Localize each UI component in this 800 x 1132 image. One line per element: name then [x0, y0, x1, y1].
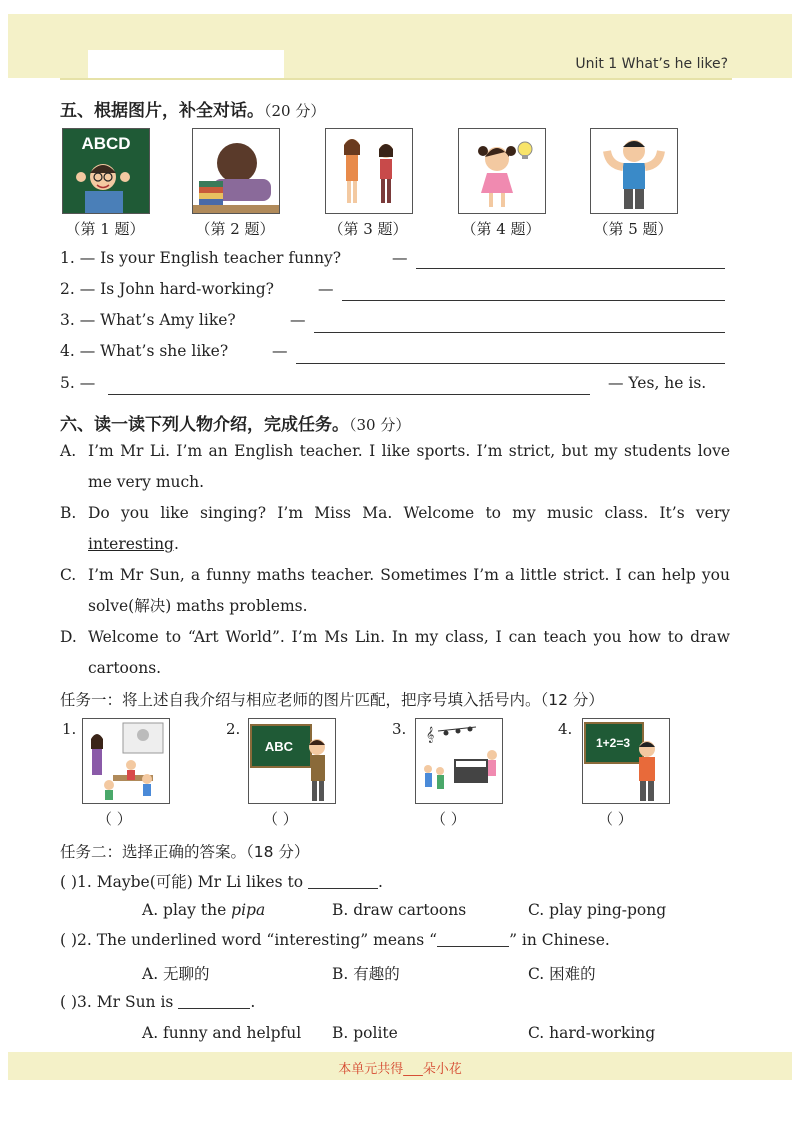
- task2-q2-paren[interactable]: ( )2.: [60, 931, 92, 949]
- header-divider: [60, 78, 732, 80]
- task1-title: 任务一：将上述自我介绍与相应老师的图片匹配，把序号填入括号内。（12 分）: [60, 691, 604, 709]
- task2-q3-text: Mr Sun is: [96, 993, 174, 1011]
- passage-d-text: Welcome to “Art World”. I’m Ms Lin. In my class, I can teach you how to draw cartoons.: [88, 628, 730, 677]
- q2-caption: （第 2 题）: [195, 220, 275, 238]
- s5-answer-dash-3: —: [290, 311, 306, 329]
- passage-c-label: C.: [60, 566, 77, 584]
- task2-question-2: [60, 931, 610, 949]
- task2-q2-option-b[interactable]: B. 有趣的: [332, 965, 400, 983]
- passage-b-text-before: Do you like singing? I’m Miss Ma. Welcome to my music class. It’s very: [88, 504, 730, 522]
- task1-num-1: 1.: [62, 720, 77, 738]
- s5-answer-blank-4[interactable]: [296, 363, 725, 364]
- section5-title-text: 五、根据图片，补全对话。: [60, 101, 264, 121]
- task2-q1-option-a[interactable]: [142, 901, 265, 919]
- header-tab: [88, 50, 284, 78]
- task2-q1-option-a-text: A. play the: [142, 901, 232, 919]
- q3-caption: （第 3 题）: [328, 220, 408, 238]
- s5-question-blank-5[interactable]: [108, 394, 590, 395]
- section5-title: [60, 96, 325, 121]
- s5-answer-blank-1[interactable]: [416, 268, 725, 269]
- english-class-illustration: [249, 719, 335, 803]
- task2-q2-blank[interactable]: [437, 946, 509, 947]
- task1-picture-4: [582, 718, 670, 804]
- strong-man-illustration: [591, 129, 677, 213]
- passage-b-text: [88, 498, 730, 560]
- passage-a-text: I’m Mr Li. I’m an English teacher. I like sports. I’m strict, but my students love me very much.: [88, 442, 730, 491]
- maths-class-illustration: [583, 719, 669, 803]
- task1-num-4: 4.: [558, 720, 573, 738]
- q5-caption: （第 5 题）: [593, 220, 673, 238]
- task1-paren-1[interactable]: （ ）: [97, 810, 132, 828]
- q1-board-text: ABCD: [81, 134, 131, 153]
- q2-picture: [192, 128, 280, 214]
- flower-score-footer: 本单元共得___朵小花: [338, 1062, 462, 1077]
- s5-answer-blank-2[interactable]: [342, 300, 725, 301]
- q1-picture: [62, 128, 150, 214]
- section6-title-text: 六、读一读下列人物介绍，完成任务。: [60, 415, 349, 435]
- s5-question-4: 4. — What’s she like?: [60, 342, 229, 360]
- clever-girl-illustration: [459, 129, 545, 213]
- s5-answer-blank-3[interactable]: [314, 332, 725, 333]
- task2-q1-option-b[interactable]: B. draw cartoons: [332, 901, 467, 919]
- task1-picture-3: [415, 718, 503, 804]
- s5-answer-dash-1: —: [392, 249, 408, 267]
- task2-q1-blank[interactable]: [308, 888, 378, 889]
- task1-paren-2[interactable]: （ ）: [263, 810, 298, 828]
- task2-q3-option-a[interactable]: A. funny and helpful: [142, 1024, 302, 1042]
- q1-caption: （第 1 题）: [65, 220, 145, 238]
- passage-b-underlined-word: interesting: [88, 535, 174, 553]
- task1-num-3: 3.: [392, 720, 407, 738]
- task2-q1-paren[interactable]: ( )1.: [60, 873, 92, 891]
- task2-question-3: [60, 993, 255, 1011]
- task2-q1-text: Maybe(可能) Mr Li likes to: [96, 873, 304, 891]
- s5-question-5: 5. —: [60, 374, 96, 392]
- task2-q3-option-c[interactable]: C. hard-working: [528, 1024, 656, 1042]
- passage-b-text-after: .: [173, 535, 179, 553]
- task1-picture-1: [82, 718, 170, 804]
- lazy-student-illustration: [193, 129, 279, 213]
- task2-q2-end: ” in Chinese.: [509, 931, 610, 949]
- passage-d-label: D.: [60, 628, 77, 646]
- s5-question-3: 3. — What’s Amy like?: [60, 311, 236, 329]
- section6-title: [60, 410, 410, 435]
- passage-a-label: A.: [60, 442, 77, 460]
- q5-picture: [590, 128, 678, 214]
- passage-c: [60, 560, 730, 622]
- section6-points: （30 分）: [349, 416, 411, 434]
- art-class-illustration: [83, 719, 169, 803]
- s5-question-1: 1. — Is your English teacher funny?: [60, 249, 342, 267]
- task1-paren-4[interactable]: （ ）: [598, 810, 633, 828]
- q3-picture: [325, 128, 413, 214]
- treble-clef-icon: 𝄞: [426, 727, 435, 743]
- music-class-illustration: [416, 719, 502, 803]
- task1-pic2-board-text: ABC: [264, 739, 294, 754]
- unit-title: Unit 1 What’s he like?: [575, 56, 728, 72]
- task2-q1-option-a-italic: pipa: [231, 901, 266, 919]
- task2-q2-text: The underlined word “interesting” means “: [96, 931, 438, 949]
- task2-q3-end: .: [250, 993, 256, 1011]
- task2-title: 任务二：选择正确的答案。（18 分）: [60, 843, 310, 861]
- passage-b-label: B.: [60, 504, 77, 522]
- task1-picture-2: [248, 718, 336, 804]
- section5-points: （20 分）: [264, 102, 326, 120]
- task2-q2-option-c[interactable]: C. 困难的: [528, 965, 596, 983]
- passage-c-text: I’m Mr Sun, a funny maths teacher. Sometimes I’m a little strict. I can help you solve(解决) maths problems.: [88, 566, 730, 615]
- s5-question-2: 2. — Is John hard-working?: [60, 280, 274, 298]
- s5-answer-dash-4: —: [272, 342, 288, 360]
- task2-q1-option-c[interactable]: C. play ping-pong: [528, 901, 667, 919]
- task2-q2-option-a[interactable]: A. 无聊的: [142, 965, 210, 983]
- passage-b: [60, 498, 730, 560]
- task2-q3-blank[interactable]: [178, 1008, 250, 1009]
- q4-caption: （第 4 题）: [461, 220, 541, 238]
- task1-num-2: 2.: [226, 720, 241, 738]
- s5-answer-5: — Yes, he is.: [608, 374, 707, 392]
- passage-a: [60, 436, 730, 498]
- task2-question-1: [60, 870, 383, 892]
- s5-answer-dash-2: —: [318, 280, 334, 298]
- task1-paren-3[interactable]: （ ）: [431, 810, 466, 828]
- q4-picture: [458, 128, 546, 214]
- task2-q3-option-b[interactable]: B. polite: [332, 1024, 398, 1042]
- funny-teacher-illustration: [63, 129, 149, 213]
- two-girls-illustration: [326, 129, 412, 213]
- task2-q1-end: .: [377, 873, 383, 891]
- task2-q3-paren[interactable]: ( )3.: [60, 993, 92, 1011]
- task1-pic4-board-text: 1+2=3: [595, 736, 631, 750]
- passage-d: [60, 622, 730, 684]
